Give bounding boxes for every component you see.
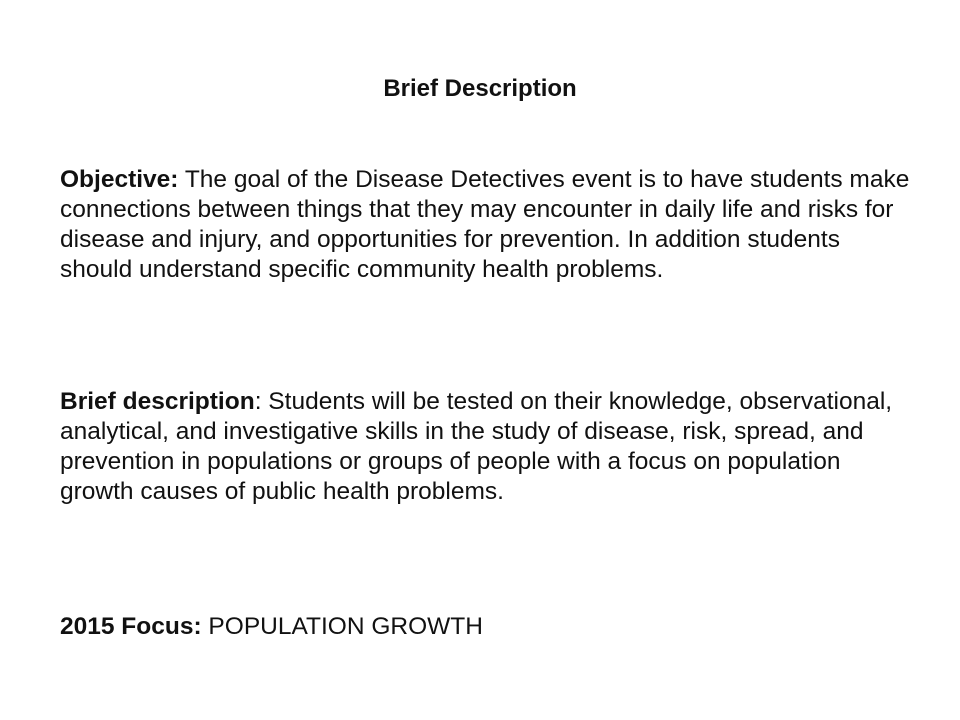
focus-paragraph [60,612,910,642]
brief-description-label: Brief description [60,388,255,415]
focus-label: 2015 Focus: [60,613,202,640]
objective-text: The goal of the Disease Detectives event is to have students make connections between things that they may encounter in daily life and risks for disease and injury, and opportunities for prevention. In addition students should understand specific community health problems. [60,166,910,283]
objective-paragraph [60,165,910,285]
brief-description-text: : Students will be tested on their knowledge, observational, analytical, and investigative skills in the study of disease, risk, spread, and prevention in populations or groups of people with a focus on population growth causes of public health problems. [60,388,893,505]
objective-label: Objective: [60,166,179,193]
brief-description-paragraph [60,387,910,507]
slide-title: Brief Description [383,75,577,102]
focus-text: POPULATION GROWTH [201,613,483,640]
